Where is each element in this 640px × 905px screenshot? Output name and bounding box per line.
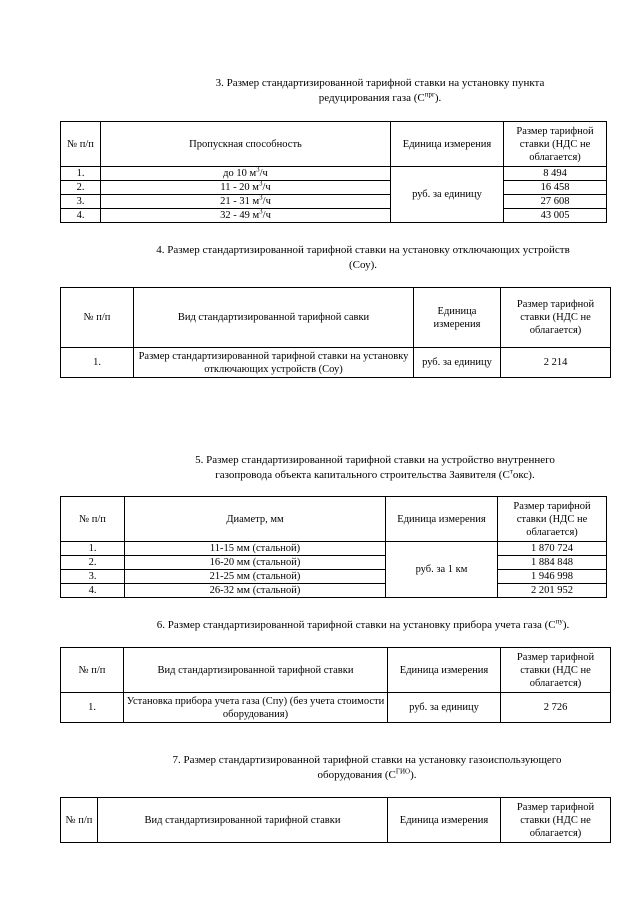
header-unit: Единица измерения bbox=[388, 798, 501, 843]
table-row: 4. 32 - 49 $м^3/ч$ 43 005 bbox=[61, 209, 607, 223]
header-num: № п/п bbox=[61, 648, 124, 693]
table-row: 3. 21-25 мм (стальной) 1 946 998 bbox=[61, 570, 607, 584]
section5-table bbox=[60, 496, 607, 598]
section3-caption bbox=[150, 76, 610, 106]
header-param: Диаметр, мм bbox=[125, 497, 386, 542]
header-kind: Вид стандартизированной тарифной ставки bbox=[124, 648, 388, 693]
header-num: № п/п bbox=[61, 288, 134, 348]
header-num: № п/п bbox=[61, 122, 101, 167]
header-param: Пропускная способность bbox=[101, 122, 391, 167]
header-unit: Единица измерения bbox=[391, 122, 504, 167]
section4-caption bbox=[110, 243, 616, 273]
section5-caption-line2: газопровода объекта капитального строительства Заявителя $(С^токс)$. bbox=[215, 467, 535, 481]
section5-caption bbox=[140, 453, 610, 483]
unit-cell: руб. за единицу bbox=[391, 167, 504, 223]
unit-cell: руб. за 1 км bbox=[386, 542, 498, 598]
section7-caption-line1: 7. Размер стандартизированной тарифной ставки на установку газоиспользующего bbox=[172, 754, 562, 766]
header-num: № п/п bbox=[61, 798, 98, 843]
table-row: 2. 16-20 мм (стальной) 1 884 848 bbox=[61, 556, 607, 570]
section7-caption-line2: оборудования $(С^{ГИО})$. bbox=[317, 767, 417, 781]
header-rate: Размер тарифной ставки (НДС не облагается) bbox=[498, 497, 607, 542]
table-row: 3. 21 - 31 $м^3/ч$ 27 608 bbox=[61, 195, 607, 209]
section3-caption-line2: редуцирования газа $(С^{прг})$. bbox=[318, 90, 442, 104]
header-kind: Вид стандартизированной тарифной савки bbox=[134, 288, 414, 348]
table-row: 1. 11-15 мм (стальной) руб. за 1 км 1 870 724 bbox=[61, 542, 607, 556]
section5-caption-line1: 5. Размер стандартизированной тарифной ставки на устройство внутреннего bbox=[195, 454, 555, 466]
header-rate: Размер тарифной ставки (НДС не облагается) bbox=[501, 798, 611, 843]
section6-caption: 6. Размер стандартизированной тарифной ставки на установку прибора учета газа $(С^{пу})$. bbox=[156, 617, 570, 631]
section3-caption-line1: 3. Размер стандартизированной тарифной ставки на установку пункта bbox=[215, 77, 545, 89]
table-row: 1. до 10 $м^3/ч$ руб. за единицу 8 494 bbox=[61, 167, 607, 181]
section3-table bbox=[60, 121, 607, 223]
section4-caption-line2: (Соу). bbox=[349, 259, 377, 271]
section4-table bbox=[60, 287, 611, 378]
header-rate: Размер тарифной ставки (НДС не облагается) bbox=[501, 648, 611, 693]
header-unit: Единица измерения bbox=[414, 288, 501, 348]
section6-table bbox=[60, 647, 611, 723]
header-kind: Вид стандартизированной тарифной ставки bbox=[98, 798, 388, 843]
table-row: 1. Размер стандартизированной тарифной ставки на установку отключающих устройств (Соу) руб. за единицу 2 214 bbox=[61, 348, 611, 378]
header-num: № п/п bbox=[61, 497, 125, 542]
header-unit: Единица измерения bbox=[386, 497, 498, 542]
header-rate: Размер тарифной ставки (НДС не облагается) bbox=[501, 288, 611, 348]
table-row: 2. 11 - 20 $м^3/ч$ 16 458 bbox=[61, 181, 607, 195]
table-row: 1. Установка прибора учета газа (Спу) (без учета стоимости оборудования) руб. за единицу 2 726 bbox=[61, 693, 611, 723]
header-rate: Размер тарифной ставки (НДС не облагается) bbox=[504, 122, 607, 167]
section4-caption-line1: 4. Размер стандартизированной тарифной ставки на установку отключающих устройств bbox=[156, 244, 570, 256]
table-row: 4. 26-32 мм (стальной) 2 201 952 bbox=[61, 584, 607, 598]
section7-caption bbox=[120, 753, 614, 783]
header-unit: Единица измерения bbox=[388, 648, 501, 693]
section7-table bbox=[60, 797, 611, 843]
